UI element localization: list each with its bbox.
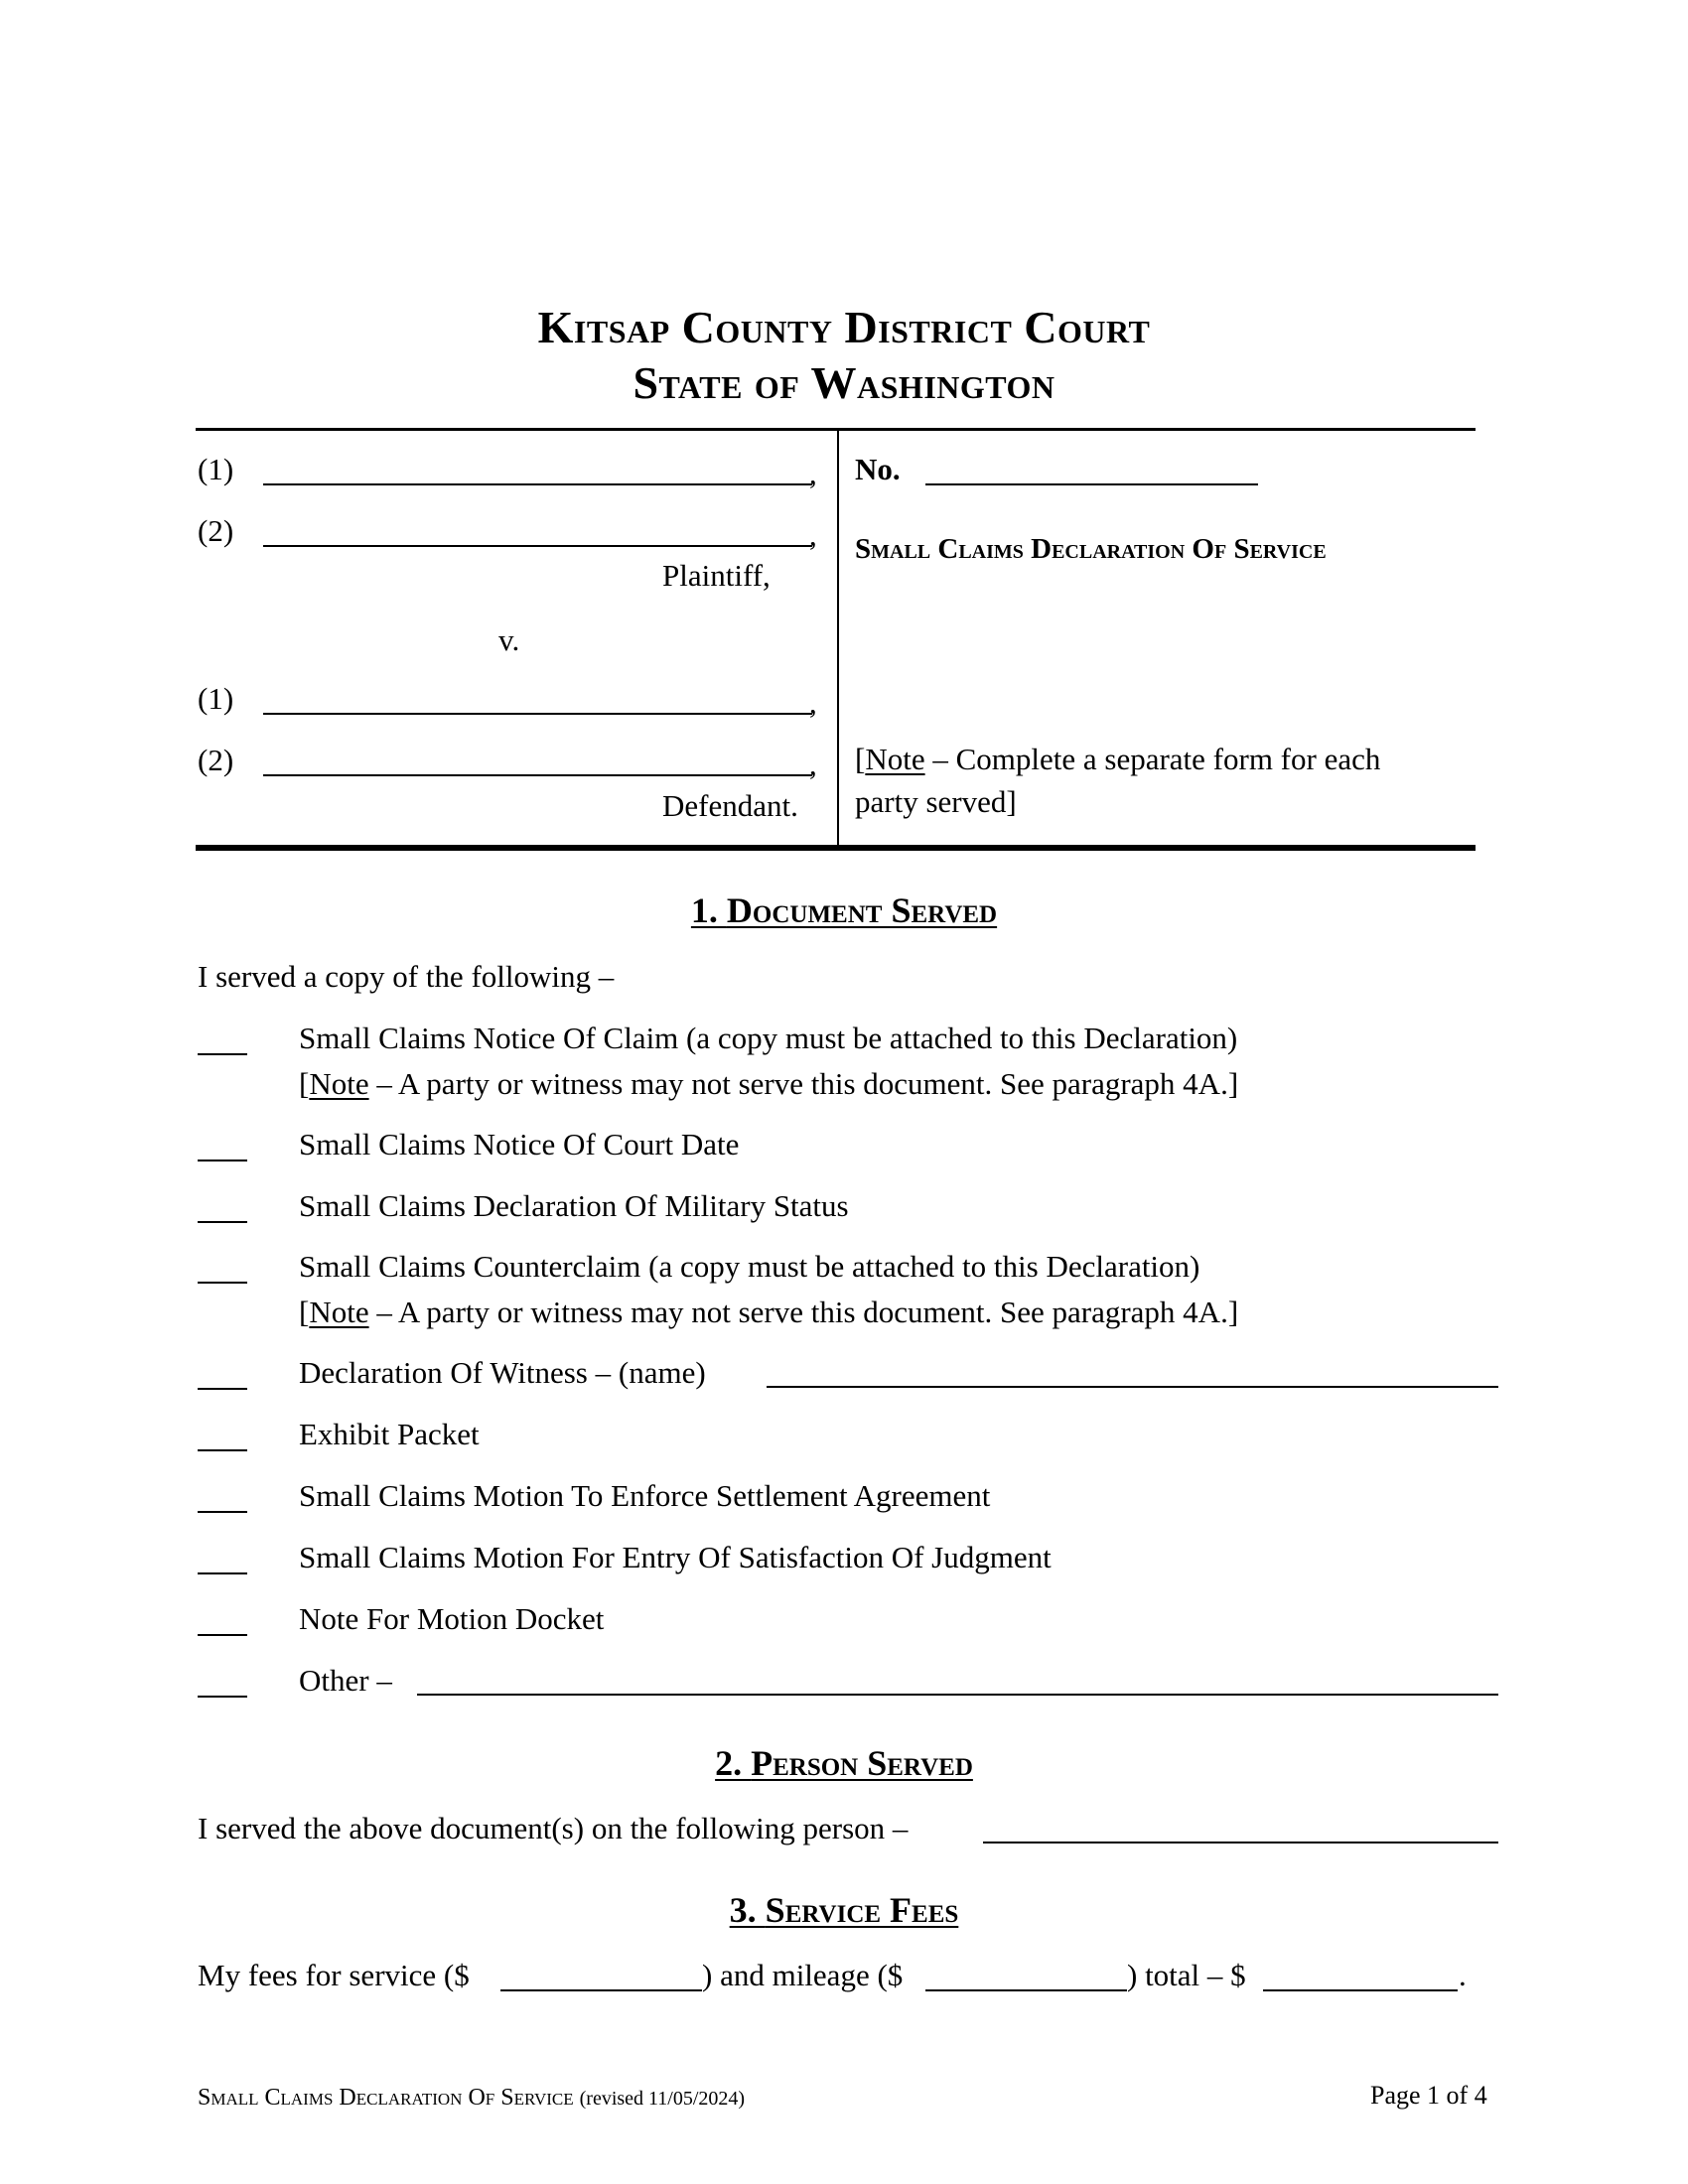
document-item-exhibit-packet: Exhibit Packet <box>299 1417 480 1451</box>
plaintiff-1-comma: , <box>809 456 817 490</box>
mileage-fee-field[interactable] <box>925 1989 1127 1991</box>
note-prefix: Note <box>309 1295 369 1329</box>
defendant-1-field[interactable] <box>263 713 812 715</box>
checkbox-blank[interactable] <box>198 1449 247 1451</box>
footer-page-number: Page 1 of 4 <box>1370 2081 1487 2110</box>
defendant-label: Defendant. <box>662 788 798 823</box>
document-item-enforce-settlement: Small Claims Motion To Enforce Settlement Agreement <box>299 1478 991 1513</box>
caption-note-text: – Complete a separate form for each <box>924 742 1381 776</box>
checkbox-blank[interactable] <box>198 1053 247 1055</box>
document-item-satisfaction-of-judgment: Small Claims Motion For Entry Of Satisfaction Of Judgment <box>299 1540 1052 1574</box>
document-item-notice-of-claim: Small Claims Notice Of Claim (a copy must be attached to this Declaration) <box>299 1021 1238 1055</box>
defendant-2-number: (2) <box>198 743 234 777</box>
fees-label-period: . <box>1459 1958 1467 1992</box>
fees-label-mileage: ) and mileage ($ <box>702 1958 904 1992</box>
caption-note-line1 <box>855 740 1380 779</box>
section-3-heading <box>0 1888 1688 1932</box>
section-2-heading <box>0 1741 1688 1785</box>
section-1-heading <box>0 888 1688 932</box>
section-2-title: Person Served <box>751 1743 973 1783</box>
plaintiff-1-number: (1) <box>198 452 234 486</box>
other-document-field[interactable] <box>417 1694 1498 1696</box>
checkbox-blank[interactable] <box>198 1634 247 1636</box>
checkbox-blank[interactable] <box>198 1282 247 1284</box>
witness-name-field[interactable] <box>767 1386 1498 1388</box>
plaintiff-1-field[interactable] <box>263 483 812 485</box>
footer-form-name <box>198 2083 745 2114</box>
fees-label-total: ) total – $ <box>1127 1958 1246 1992</box>
plaintiff-2-field[interactable] <box>263 545 812 547</box>
document-item-counterclaim: Small Claims Counterclaim (a copy must be attached to this Declaration) <box>299 1249 1200 1284</box>
defendant-2-field[interactable] <box>263 774 812 776</box>
person-served-field[interactable] <box>983 1842 1498 1843</box>
defendant-1-comma: , <box>809 685 817 720</box>
document-item-military-status: Small Claims Declaration Of Military Status <box>299 1188 849 1223</box>
caption-note-line2: party served] <box>855 784 1017 819</box>
checkbox-blank[interactable] <box>198 1388 247 1390</box>
service-fee-field[interactable] <box>500 1989 702 1991</box>
footer-revised: (revised 11/05/2024) <box>579 2088 746 2110</box>
checkbox-blank[interactable] <box>198 1160 247 1161</box>
defendant-1-number: (1) <box>198 681 234 716</box>
checkbox-blank[interactable] <box>198 1696 247 1698</box>
versus-label: v. <box>498 622 520 657</box>
caption-note-bracket: [ <box>855 742 866 776</box>
note-prefix: Note <box>309 1066 369 1101</box>
fees-label-service: My fees for service ($ <box>198 1958 470 1992</box>
document-item-other: Other – <box>299 1663 392 1698</box>
note-text: – A party or witness may not serve this document. See paragraph 4A.] <box>368 1295 1239 1329</box>
case-number-label: No. <box>855 452 901 486</box>
document-item-witness-declaration: Declaration Of Witness – (name) <box>299 1355 706 1390</box>
state-name: State of Washington <box>633 357 1055 408</box>
document-item-motion-docket: Note For Motion Docket <box>299 1601 605 1636</box>
section-2-number: 2. <box>715 1743 752 1783</box>
plaintiff-label: Plaintiff, <box>662 558 771 593</box>
caption-top-rule <box>196 428 1476 431</box>
court-name: Kitsap County District Court <box>537 302 1151 352</box>
section-1-title: Document Served <box>726 890 998 930</box>
checkbox-blank[interactable] <box>198 1221 247 1223</box>
checkbox-blank[interactable] <box>198 1572 247 1574</box>
section-1-number: 1. <box>690 890 727 930</box>
checkbox-blank[interactable] <box>198 1511 247 1513</box>
section-1-intro: I served a copy of the following – <box>198 959 615 994</box>
footer-form-title: Small Claims Declaration Of Service <box>198 2085 574 2111</box>
document-item-note: [Note – A party or witness may not serve this document. See paragraph 4A.] <box>299 1066 1239 1101</box>
person-served-text: I served the above document(s) on the following person – <box>198 1811 909 1845</box>
case-number-field[interactable] <box>925 483 1258 485</box>
form-title: Small Claims Declaration Of Service <box>855 533 1327 565</box>
section-3-number: 3. <box>729 1890 766 1930</box>
caption-bottom-rule <box>196 845 1476 851</box>
defendant-2-comma: , <box>809 747 817 781</box>
plaintiff-2-number: (2) <box>198 513 234 548</box>
document-item-note: [Note – A party or witness may not serve this document. See paragraph 4A.] <box>299 1295 1239 1329</box>
document-item-notice-of-court-date: Small Claims Notice Of Court Date <box>299 1127 740 1161</box>
caption-note-prefix: Note <box>865 742 925 776</box>
total-fee-field[interactable] <box>1263 1989 1458 1991</box>
plaintiff-2-comma: , <box>809 517 817 552</box>
caption-divider <box>837 431 839 846</box>
section-3-title: Service Fees <box>765 1890 959 1930</box>
note-text: – A party or witness may not serve this document. See paragraph 4A.] <box>368 1066 1239 1101</box>
